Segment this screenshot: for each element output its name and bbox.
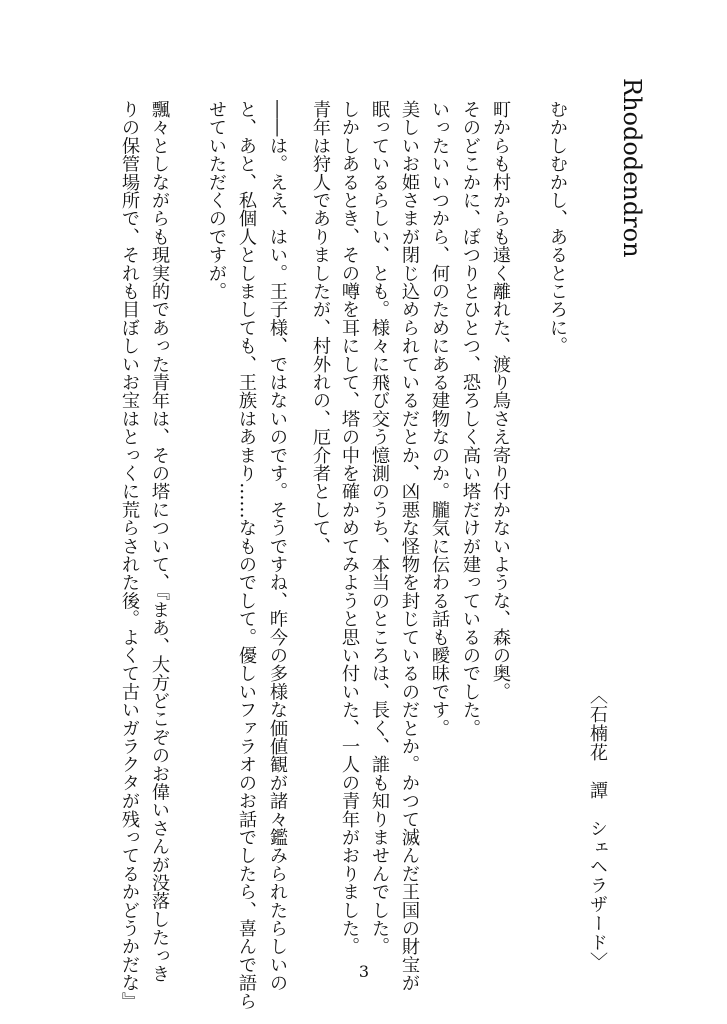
text-line: しかしあるとき、その噂を耳にして、塔の中を確かめてみようと思い付いた、一人の青年がおりました。 [339,100,360,956]
text-line: せていただくのですが。 [206,100,227,301]
page-title: Rhododendron [618,78,646,258]
text-line: りの保管場所で、それも目ぼしいお宝はとっくに荒らされた後。よくて古いガラクタが残ってるかどうかだな』 [119,100,140,1010]
text-line: ――は。ええ、はい。王子様、ではないのです。そうですね、昨今の多様な価値観が諸々鑑みられたらしいの [267,100,288,992]
text-line: いったいいつから、何のためにある建物なのか。朧気に伝わる話も曖昧です。 [429,100,450,737]
byline: 〈石楠花 譚 シェヘラザード〉 [587,686,608,971]
page-number: 3 [358,962,370,981]
text-line: むかしむかし、あるところに。 [547,100,568,355]
text-line: そのどこかに、ぽつりとひとつ、恐ろしく高い塔だけが建っているのでした。 [460,100,481,737]
text-line: 町からも村からも遠く離れた、渡り鳥さえ寄り付かないような、森の奥。 [490,100,511,701]
text-line: 青年は狩人でありましたが、村外れの、厄介者として、 [310,100,331,555]
text-line: 眠っているらしい、とも。様々に飛び交う憶測のうち、本当のところは、長く、誰も知りませんでした。 [369,100,390,956]
text-line: と、あと、私個人としましても、王族はあまり……なものでして。優しいファラオのお話でしたら、喜んで語ら [236,100,257,1010]
text-line: 飄々としながらも現実的であった青年は、その塔について、『まあ、大方どこぞのお偉いさんが没落したっき [149,100,170,983]
text-line: 美しいお姫さまが閉じ込められているだとか、凶悪な怪物を封じているのだとか。かつて滅んだ王国の財宝が [399,100,420,992]
